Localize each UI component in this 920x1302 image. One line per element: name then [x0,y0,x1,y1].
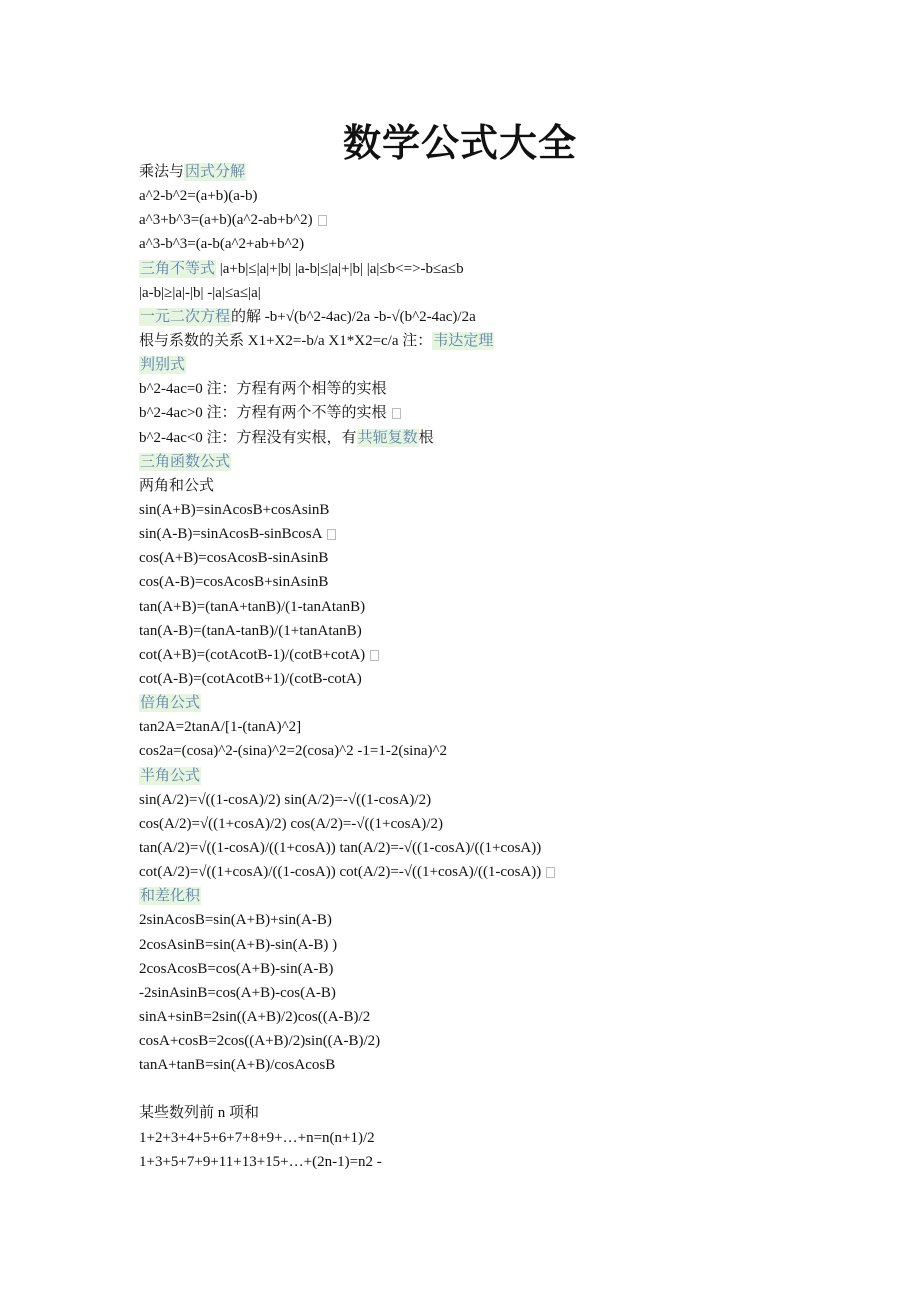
line-text: tan(A-B)=(tanA-tanB)/(1+tanAtanB) [139,622,362,639]
highlighted-term: 因式分解 [185,164,246,180]
missing-glyph-icon [318,215,327,226]
formula-line [139,570,859,594]
formula-line [139,353,859,377]
line-text: sin(A+B)=sinAcosB+cosAsinB [139,501,330,518]
line-text: cos2a=(cosa)^2-(sina)^2=2(cosa)^2 -1=1-2(sina)^2 [139,743,448,760]
blank-line [139,1077,859,1101]
formula-line [139,281,859,305]
line-text: tan2A=2tanA/[1-(tanA)^2] [139,719,302,736]
line-text: cos(A/2)=√((1+cosA)/2) cos(A/2)=-√((1+cosA)/2) [139,815,443,832]
formula-line [139,208,859,232]
formula-line [139,595,859,619]
missing-glyph-icon [327,529,336,540]
formula-line [139,1126,859,1150]
formula-line [139,643,859,667]
formula-line [139,329,859,353]
formula-line [139,836,859,860]
formula-line [139,401,859,425]
line-text: sin(A-B)=sinAcosB-sinBcosA [139,526,323,543]
highlighted-term: 判别式 [140,357,186,374]
line-text: -2sinAsinB=cos(A+B)-cos(A-B) [139,984,336,1001]
missing-glyph-icon [370,650,379,661]
highlighted-term: 倍角公式 [140,695,201,712]
formula-line [139,619,859,643]
highlighted-term: 韦达定理 [433,332,494,349]
formula-line [139,232,859,256]
line-text: b^2-4ac<0 注：方程没有实根，有 [139,429,357,446]
formula-line [139,474,859,498]
line-text: b^2-4ac>0 注：方程有两个不等的实根 [139,405,387,422]
line-text: 1+3+5+7+9+11+13+15+…+(2n-1)=n2 - [139,1153,382,1170]
highlighted-term: 半角公式 [140,767,201,784]
formula-line [139,691,859,715]
highlighted-term: 三角不等式 [140,260,216,277]
formula-line [139,1029,859,1053]
formula-line [139,257,859,281]
missing-glyph-icon [546,867,555,878]
formula-line [139,739,859,763]
line-text: cot(A-B)=(cotAcotB+1)/(cotB-cotA) [139,670,362,687]
formula-line [139,546,859,570]
line-text: a^3-b^3=(a-b(a^2+ab+b^2) [139,236,305,253]
line-text: sinA+sinB=2sin((A+B)/2)cos((A-B)/2 [139,1008,371,1025]
line-text: 2cosAsinB=sin(A+B)-sin(A-B) ) [139,936,338,953]
line-text: a^3+b^3=(a+b)(a^2-ab+b^2) [139,212,313,229]
highlighted-term: 一元二次方程 [140,308,231,325]
formula-line [139,788,859,812]
formula-line [139,764,859,788]
line-text: 1+2+3+4+5+6+7+8+9+…+n=n(n+1)/2 [139,1129,375,1146]
formula-line [139,715,859,739]
formula-line [139,1053,859,1077]
formula-line [139,450,859,474]
highlighted-term: 和差化积 [140,888,201,905]
formula-line [139,1101,859,1125]
highlighted-term: 三角函数公式 [140,453,231,470]
formula-list [139,160,859,1174]
formula-line [139,860,859,884]
formula-line [139,957,859,981]
formula-line [139,498,859,522]
line-text: |a-b|≥|a|-|b| -|a|≤a≤|a| [139,284,261,301]
formula-line [139,1150,859,1174]
formula-line [139,884,859,908]
line-text: cot(A/2)=√((1+cosA)/((1-cosA)) cot(A/2)=-√((1+cosA)/((1-cosA)) [139,864,542,881]
formula-line [139,981,859,1005]
line-text: |a+b|≤|a|+|b| |a-b|≤|a|+|b| |a|≤b<=>-b≤a≤b [216,260,464,277]
line-text: cot(A+B)=(cotAcotB-1)/(cotB+cotA) [139,646,366,663]
formula-line [139,522,859,546]
line-text: cos(A-B)=cosAcosB+sinAsinB [139,574,329,591]
line-text: 的解 -b+√(b^2-4ac)/2a -b-√(b^2-4ac)/2a [231,308,476,325]
line-text: 2cosAcosB=cos(A+B)-sin(A-B) [139,960,334,977]
highlighted-term: 共轭复数 [357,429,418,446]
line-text: 乘法与 [139,164,185,180]
line-text: tanA+tanB=sin(A+B)/cosAcosB [139,1057,336,1074]
formula-line [139,1005,859,1029]
line-text: sin(A/2)=√((1-cosA)/2) sin(A/2)=-√((1-cosA)/2) [139,791,432,808]
formula-line [139,908,859,932]
formula-line [139,377,859,401]
line-text: tan(A+B)=(tanA+tanB)/(1-tanAtanB) [139,598,366,615]
line-text: cos(A+B)=cosAcosB-sinAsinB [139,550,329,567]
line-text: b^2-4ac=0 注：方程有两个相等的实根 [139,381,387,398]
line-text: 根 [418,429,434,446]
formula-line [139,305,859,329]
page-title: 数学公式大全 [342,120,577,165]
line-text: 某些数列前 n 项和 [139,1105,260,1122]
formula-line [139,933,859,957]
line-text: cosA+cosB=2cos((A+B)/2)sin((A-B)/2) [139,1033,381,1050]
formula-line [139,160,859,184]
formula-line [139,667,859,691]
formula-line [139,812,859,836]
line-text: 根与系数的关系 X1+X2=-b/a X1*X2=c/a 注： [139,332,433,349]
line-text: a^2-b^2=(a+b)(a-b) [139,188,258,205]
line-text: tan(A/2)=√((1-cosA)/((1+cosA)) tan(A/2)=-√((1-cosA)/((1+cosA)) [139,839,542,856]
formula-line [139,184,859,208]
line-text: 两角和公式 [139,477,215,494]
formula-line [139,426,859,450]
missing-glyph-icon [392,408,401,419]
line-text: 2sinAcosB=sin(A+B)+sin(A-B) [139,912,332,929]
